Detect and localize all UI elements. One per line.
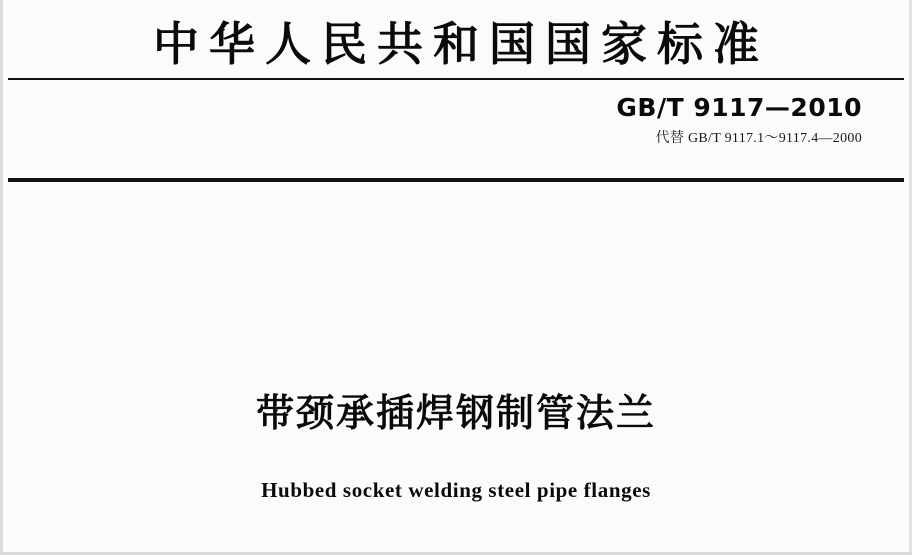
standard-number-block xyxy=(616,94,862,147)
page-edge-left xyxy=(0,0,3,555)
header-divider-heavy xyxy=(8,178,904,182)
header-divider-thin xyxy=(8,78,904,80)
document-title-english: Hubbed socket welding steel pipe flanges xyxy=(261,478,651,502)
standard-number: GB/T 9117—2010 xyxy=(616,93,862,122)
document-title-chinese: 带颈承插焊钢制管法兰 xyxy=(255,391,656,435)
national-standard-header: 中华人民共和国国家标准 xyxy=(153,17,769,71)
standard-replaces-note: 代替 GB/T 9117.1～9117.4—2000 xyxy=(655,130,862,146)
